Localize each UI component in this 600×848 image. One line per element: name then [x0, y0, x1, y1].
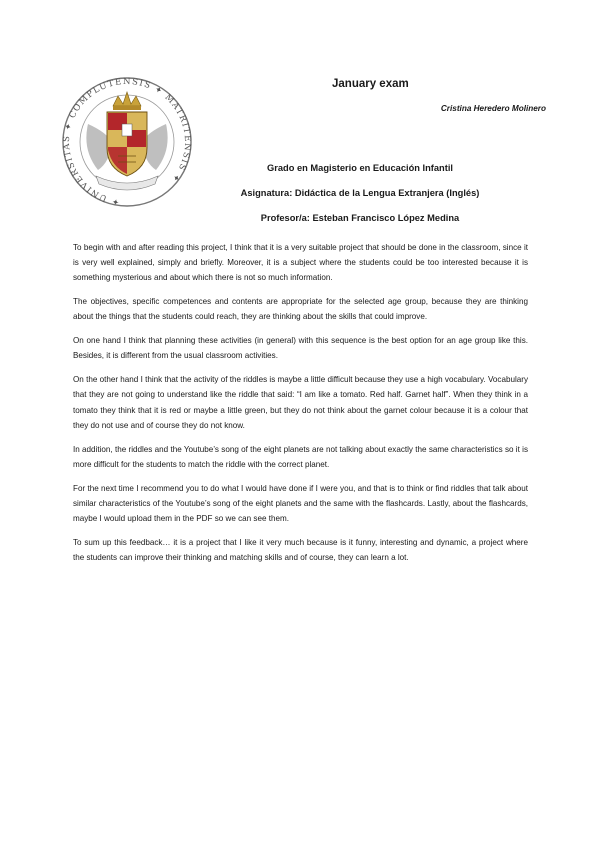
- author-name: Cristina Heredero Molinero: [440, 104, 546, 113]
- subject-line: Asignatura: Didáctica de la Lengua Extranjera (Inglés): [240, 188, 480, 198]
- paragraph: On the other hand I think that the activity of the riddles is maybe a little difficult because they use a high vocabulary. Vocabulary that they are not going to understand like the riddle that said: “I am like a tomato. Red half. Garnet half”. When they think in a tomato they think that it is red or maybe a little green, but they do not think about the garnet colour because it is a colour that they do not use and of course they do not know.: [73, 375, 528, 430]
- paragraph: On one hand I think that planning these activities (in general) with this sequence is the best option for an age group like this. Besides, it is different from the usual classroom activities.: [73, 336, 528, 361]
- paragraph: To begin with and after reading this project, I think that it is a very suitable project that should be done in the classroom, since it is very well explained, simply and briefly. Moreover, it is a subject where the students could be too interested because it is something mysterious and about which there is not so much information.: [73, 243, 528, 283]
- document-title: January exam: [332, 78, 409, 90]
- paragraph: The objectives, specific competences and contents are appropriate for the selected age group, because they are thinking about the things that the students could reach, they are thinking about the skills that could improve.: [73, 297, 528, 322]
- paragraph: In addition, the riddles and the Youtube’s song of the eight planets are not talking about exactly the same characteristics so it is more difficult for the students to match the riddle with the correct planet.: [73, 444, 528, 469]
- professor-line: Profesor/a: Esteban Francisco López Medina: [260, 213, 460, 223]
- paragraph: To sum up this feedback… it is a project that I like it very much because is it funny, interesting and dynamic, a project where the students can improve their thinking and matching skills and of course, they can learn a lot.: [73, 537, 528, 563]
- paragraph: For the next time I recommend you to do what I would have done if I were you, and that is to think or find riddles that talk about similar characteristics of the Youtube’s song of the eight planets and the same with the flashcards. Lastly, about the flashcards, maybe I would upload them in the PDF so we can see them.: [73, 483, 528, 524]
- svg-text:✦ UNIVERSITAS ✦ COMPLUTENSIS ✦: ✦ UNIVERSITAS ✦ COMPLUTENSIS ✦ MATRITENSIS ✦: [61, 76, 193, 207]
- degree-line: Grado en Magisterio en Educación Infantil: [267, 163, 453, 173]
- document-body: [73, 240, 528, 574]
